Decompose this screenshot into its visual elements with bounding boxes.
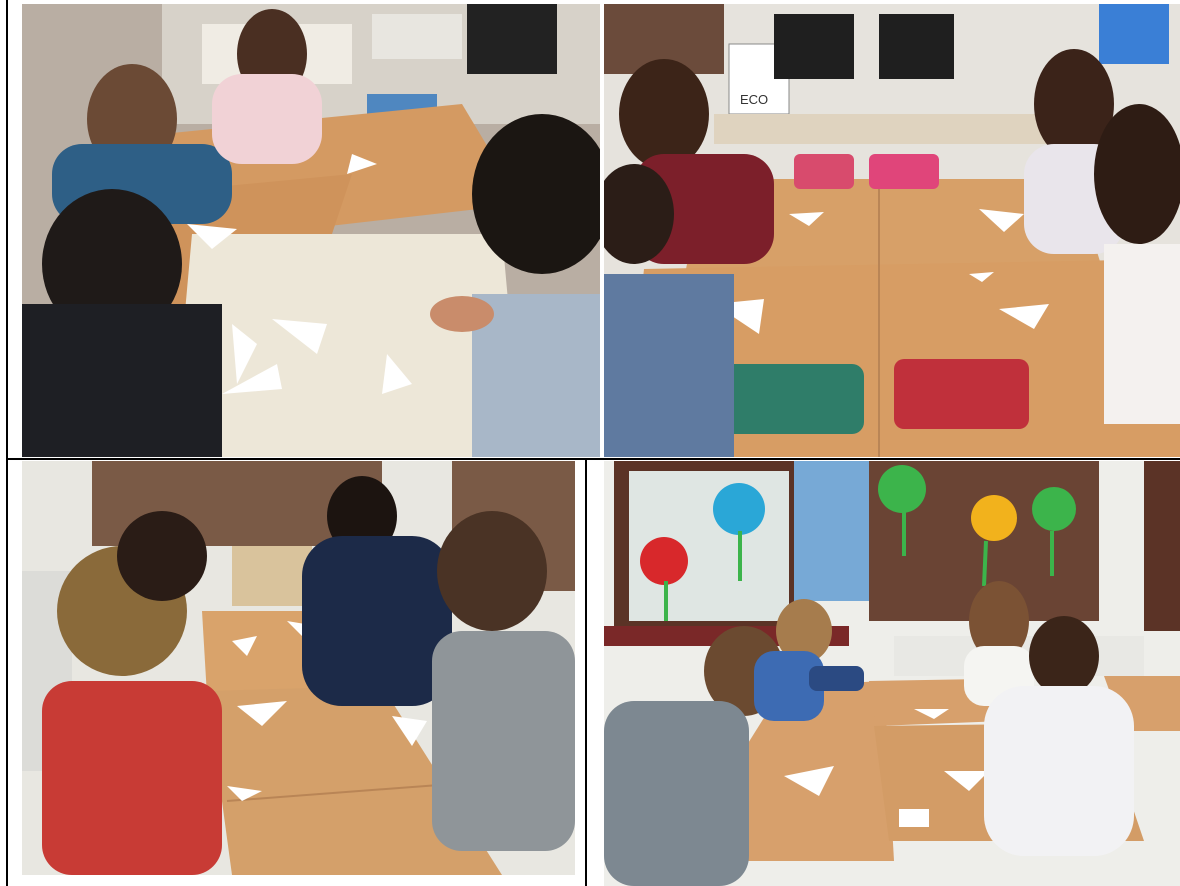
photo-bottom-left-illustration <box>22 461 575 875</box>
photo-bottom-right <box>604 461 1180 886</box>
rule-left-outer-bottom <box>6 458 8 886</box>
rule-left-outer-top <box>6 0 8 458</box>
eco-sign-text: ECO <box>740 92 769 107</box>
rule-horizontal-middle <box>6 458 1180 460</box>
photo-top-right <box>604 4 1180 457</box>
photo-bottom-left <box>22 461 575 875</box>
photo-top-left-illustration <box>22 4 600 457</box>
photo-bottom-right-illustration <box>604 461 1180 886</box>
rule-center-vertical <box>585 458 587 886</box>
photo-top-right-illustration <box>604 4 1180 457</box>
photo-top-left <box>22 4 600 457</box>
